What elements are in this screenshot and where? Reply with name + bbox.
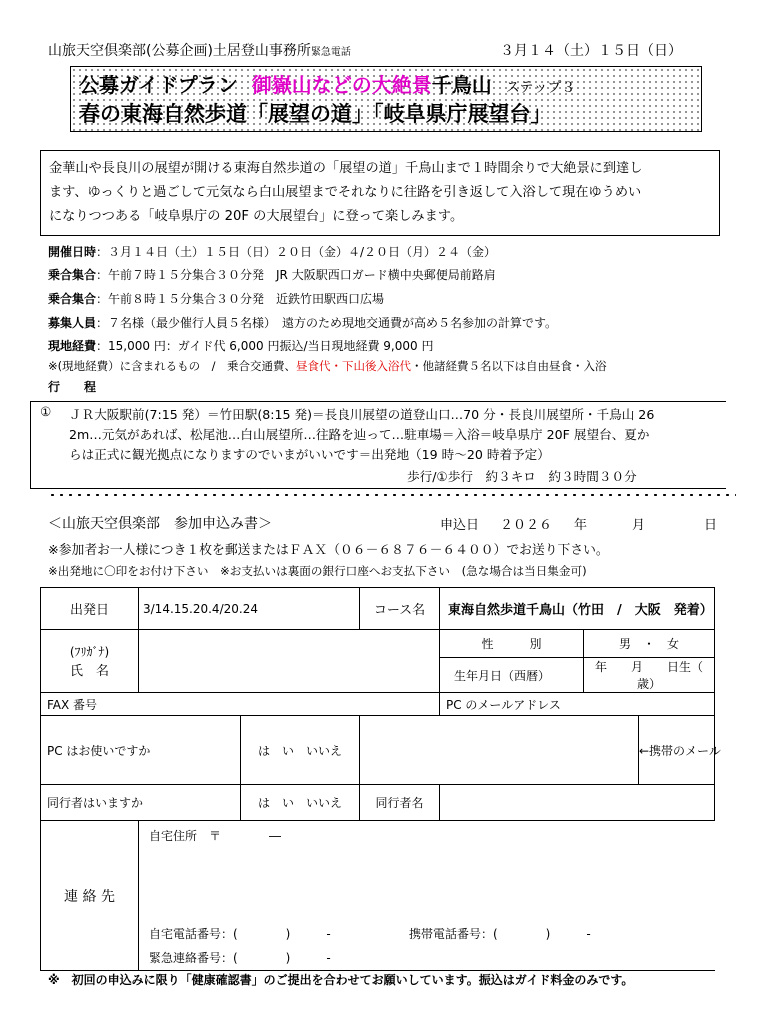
contact-cell[interactable] [139, 821, 715, 971]
cost-row [48, 337, 433, 354]
intro-line: 金華山や長良川の展望が開ける東海自然歩道の「展望の道」千鳥山まで１時間余りで大絶景に到達し [49, 161, 643, 176]
name-input-cell[interactable] [139, 630, 440, 693]
note-prefix: ※(現地経費）に含まれるもの / 乗合交通費、 [48, 359, 296, 373]
dates-value: ：３月１４日（土）１５日（日）２０日（金）４/２０日（月）２４（金） [96, 245, 497, 259]
pc-mail-input-cell[interactable] [360, 716, 639, 785]
title-line1 [79, 69, 575, 98]
depart-label: 出発日 [69, 603, 109, 618]
recruit-value: ：７名様（最少催行人員５名様） 遠方のため現地交通費が高め５名参加の計算です。 [96, 316, 558, 330]
note-suffix: ・他諸経費５名以下は自由昼食・入浴 [411, 359, 607, 373]
contact-label-cell [41, 821, 139, 971]
title-prefix: 公募ガイドプラン [79, 73, 238, 97]
cost-value: ：15,000 円：ガイド代 6,000 円振込/当日現地経費 9,000 円 [96, 339, 434, 353]
mobile-phone-label: 携帯電話番号：( ) - [409, 927, 591, 941]
pc-use-yesno: は い いいえ [257, 743, 342, 758]
gender-options: 男 ・ 女 [618, 637, 679, 651]
header-org-name: 山旅天空倶楽部(公募企画)土居登山事務所 [48, 43, 311, 59]
title-step: ステップ３ [505, 80, 576, 96]
depart-value: 3/14.15.20.4/20.24 [143, 601, 258, 616]
course-value-cell [440, 588, 715, 630]
apply-year: ２０２６ [500, 518, 553, 533]
dates-label: 開催日時 [48, 245, 97, 259]
furigana-label: (ﾌﾘｶﾞﾅ) [69, 645, 110, 659]
apply-date-label: 申込日 [440, 518, 480, 533]
course-value: 東海自然歩道千鳥山（竹田 / 大阪 発着） [448, 603, 713, 618]
application-table [40, 587, 728, 971]
meet1-value: ：午前７時１５分集合３０分発 JR 大阪駅西口ガード横中央郵便局前路肩 [96, 268, 496, 282]
footer-note: ※ 初回の申込みに限り「健康確認書」のご提出を合わせてお願いしています。振込はガイド料金のみです。 [48, 973, 634, 987]
name-label-cell [41, 630, 139, 693]
meet2-label: 乗合集合 [48, 292, 97, 306]
itinerary-number: ① [40, 404, 52, 419]
fax-label: FAX 番号 [47, 697, 98, 712]
intro-line: ます、ゆっくりと過ごして元気なら白山展望までそれなりに往路を引き返して入浴して現在ゆうめい [49, 185, 642, 200]
title-line2: 春の東海自然歩道「展望の道」「岐阜県庁展望台」 [79, 102, 552, 126]
form-note1: ※参加者お一人様につき１枚を郵送またはＦＡＸ（０６－６８７６－６４００）でお送り下さい。 [48, 543, 609, 558]
title-highlight: 御嶽山などの大絶景 [251, 73, 432, 97]
pc-use-yesno-cell[interactable] [241, 716, 360, 785]
itinerary-walk: 歩行/①歩行 約３キロ 約３時間３０分 [407, 469, 637, 484]
month-label: 月 [632, 518, 646, 533]
pc-use-label: PC はお使いですか [47, 743, 151, 758]
meet2-row [48, 290, 384, 307]
dotted-divider [48, 492, 736, 498]
intro-box [40, 150, 720, 236]
form-title: ＜山旅天空倶楽部 参加申込み書＞ [48, 516, 272, 532]
fax-cell[interactable] [41, 693, 440, 716]
home-phone-label: 自宅電話番号：( ) - [149, 927, 331, 941]
companion-name-label-cell [360, 785, 440, 821]
year-label: 年 [574, 518, 588, 533]
birth-value-cell[interactable] [584, 658, 728, 693]
title-mountain: 千鳥山 [431, 73, 492, 97]
emergency-phone-label: 緊急連絡番号：( ) - [149, 951, 331, 965]
mobile-mail-label: ←携帯のメール [639, 743, 721, 758]
meet1-label: 乗合集合 [48, 268, 97, 282]
recruit-label: 募集人員 [48, 316, 97, 330]
cost-label: 現地経費 [48, 339, 97, 353]
companion-yesno-cell[interactable] [241, 785, 360, 821]
dates-row [48, 243, 496, 260]
pc-use-label-cell [41, 716, 241, 785]
itinerary-line: ＪＲ大阪駅前(7:15 発）＝竹田駅(8:15 発)＝長良川展望の道登山口…70 分・長良川展望所・千鳥山 26 [69, 407, 655, 422]
companion-label-cell [41, 785, 241, 821]
meet1-row [48, 266, 496, 283]
companion-label: 同行者はいますか [47, 796, 144, 810]
header-org [48, 40, 351, 60]
itinerary-line: らは正式に観光拠点になりますのでいまがいいです＝出発地（19 時～20 時着予定） [69, 447, 550, 462]
mobile-mail-cell[interactable] [639, 716, 721, 785]
itinerary-line: 2m…元気があれば、松尾池…白山展望所…往路を辿って…駐車場＝入浴＝岐阜県庁 20F 展望台、夏か [69, 427, 650, 442]
gender-options-cell[interactable] [584, 630, 715, 658]
course-label-cell [360, 588, 440, 630]
companion-yesno: は い いいえ [257, 796, 342, 810]
form-note2: ※出発地に〇印をお付け下さい ※お支払いは裏面の銀行口座へお支払下さい (急な場合は当日集金可) [48, 564, 587, 578]
header-emergency: 緊急電話 [310, 47, 351, 58]
companion-name-label: 同行者名 [375, 796, 424, 810]
header-date: ３月１４（土）１５日（日） [500, 43, 682, 59]
depart-label-cell [41, 588, 139, 630]
companion-name-input-cell[interactable] [440, 785, 715, 821]
intro-line: になりつつある「岐阜県庁の 20F の大展望台」に登って楽しみます。 [49, 209, 464, 224]
contact-label: 連 絡 先 [64, 888, 115, 905]
title-box [70, 66, 702, 132]
cost-note [48, 358, 607, 374]
itinerary-label: 行 程 [48, 380, 97, 394]
pc-mail-label: PC のメールアドレス [446, 697, 561, 712]
address-label: 自宅住所 〒 ― [149, 829, 282, 843]
note-red: 昼食代・下山後入浴代 [296, 359, 411, 373]
day-label: 日 [704, 518, 718, 533]
course-label: コース名 [373, 603, 426, 618]
itinerary-box [30, 401, 726, 489]
meet2-value: ：午前８時１５分集合３０分発 近鉄竹田駅西口広場 [96, 292, 385, 306]
gender-label: 性 別 [481, 637, 542, 651]
depart-value-cell[interactable] [139, 588, 360, 630]
name-label: 氏 名 [69, 664, 109, 679]
birth-value: 年 月 日生（ 歳） [594, 660, 728, 691]
birth-label: 生年月日（西暦） [454, 668, 551, 683]
gender-label-cell [440, 630, 584, 658]
recruit-row [48, 314, 557, 331]
pc-mail-cell[interactable] [440, 693, 715, 716]
birth-label-cell [440, 658, 584, 693]
